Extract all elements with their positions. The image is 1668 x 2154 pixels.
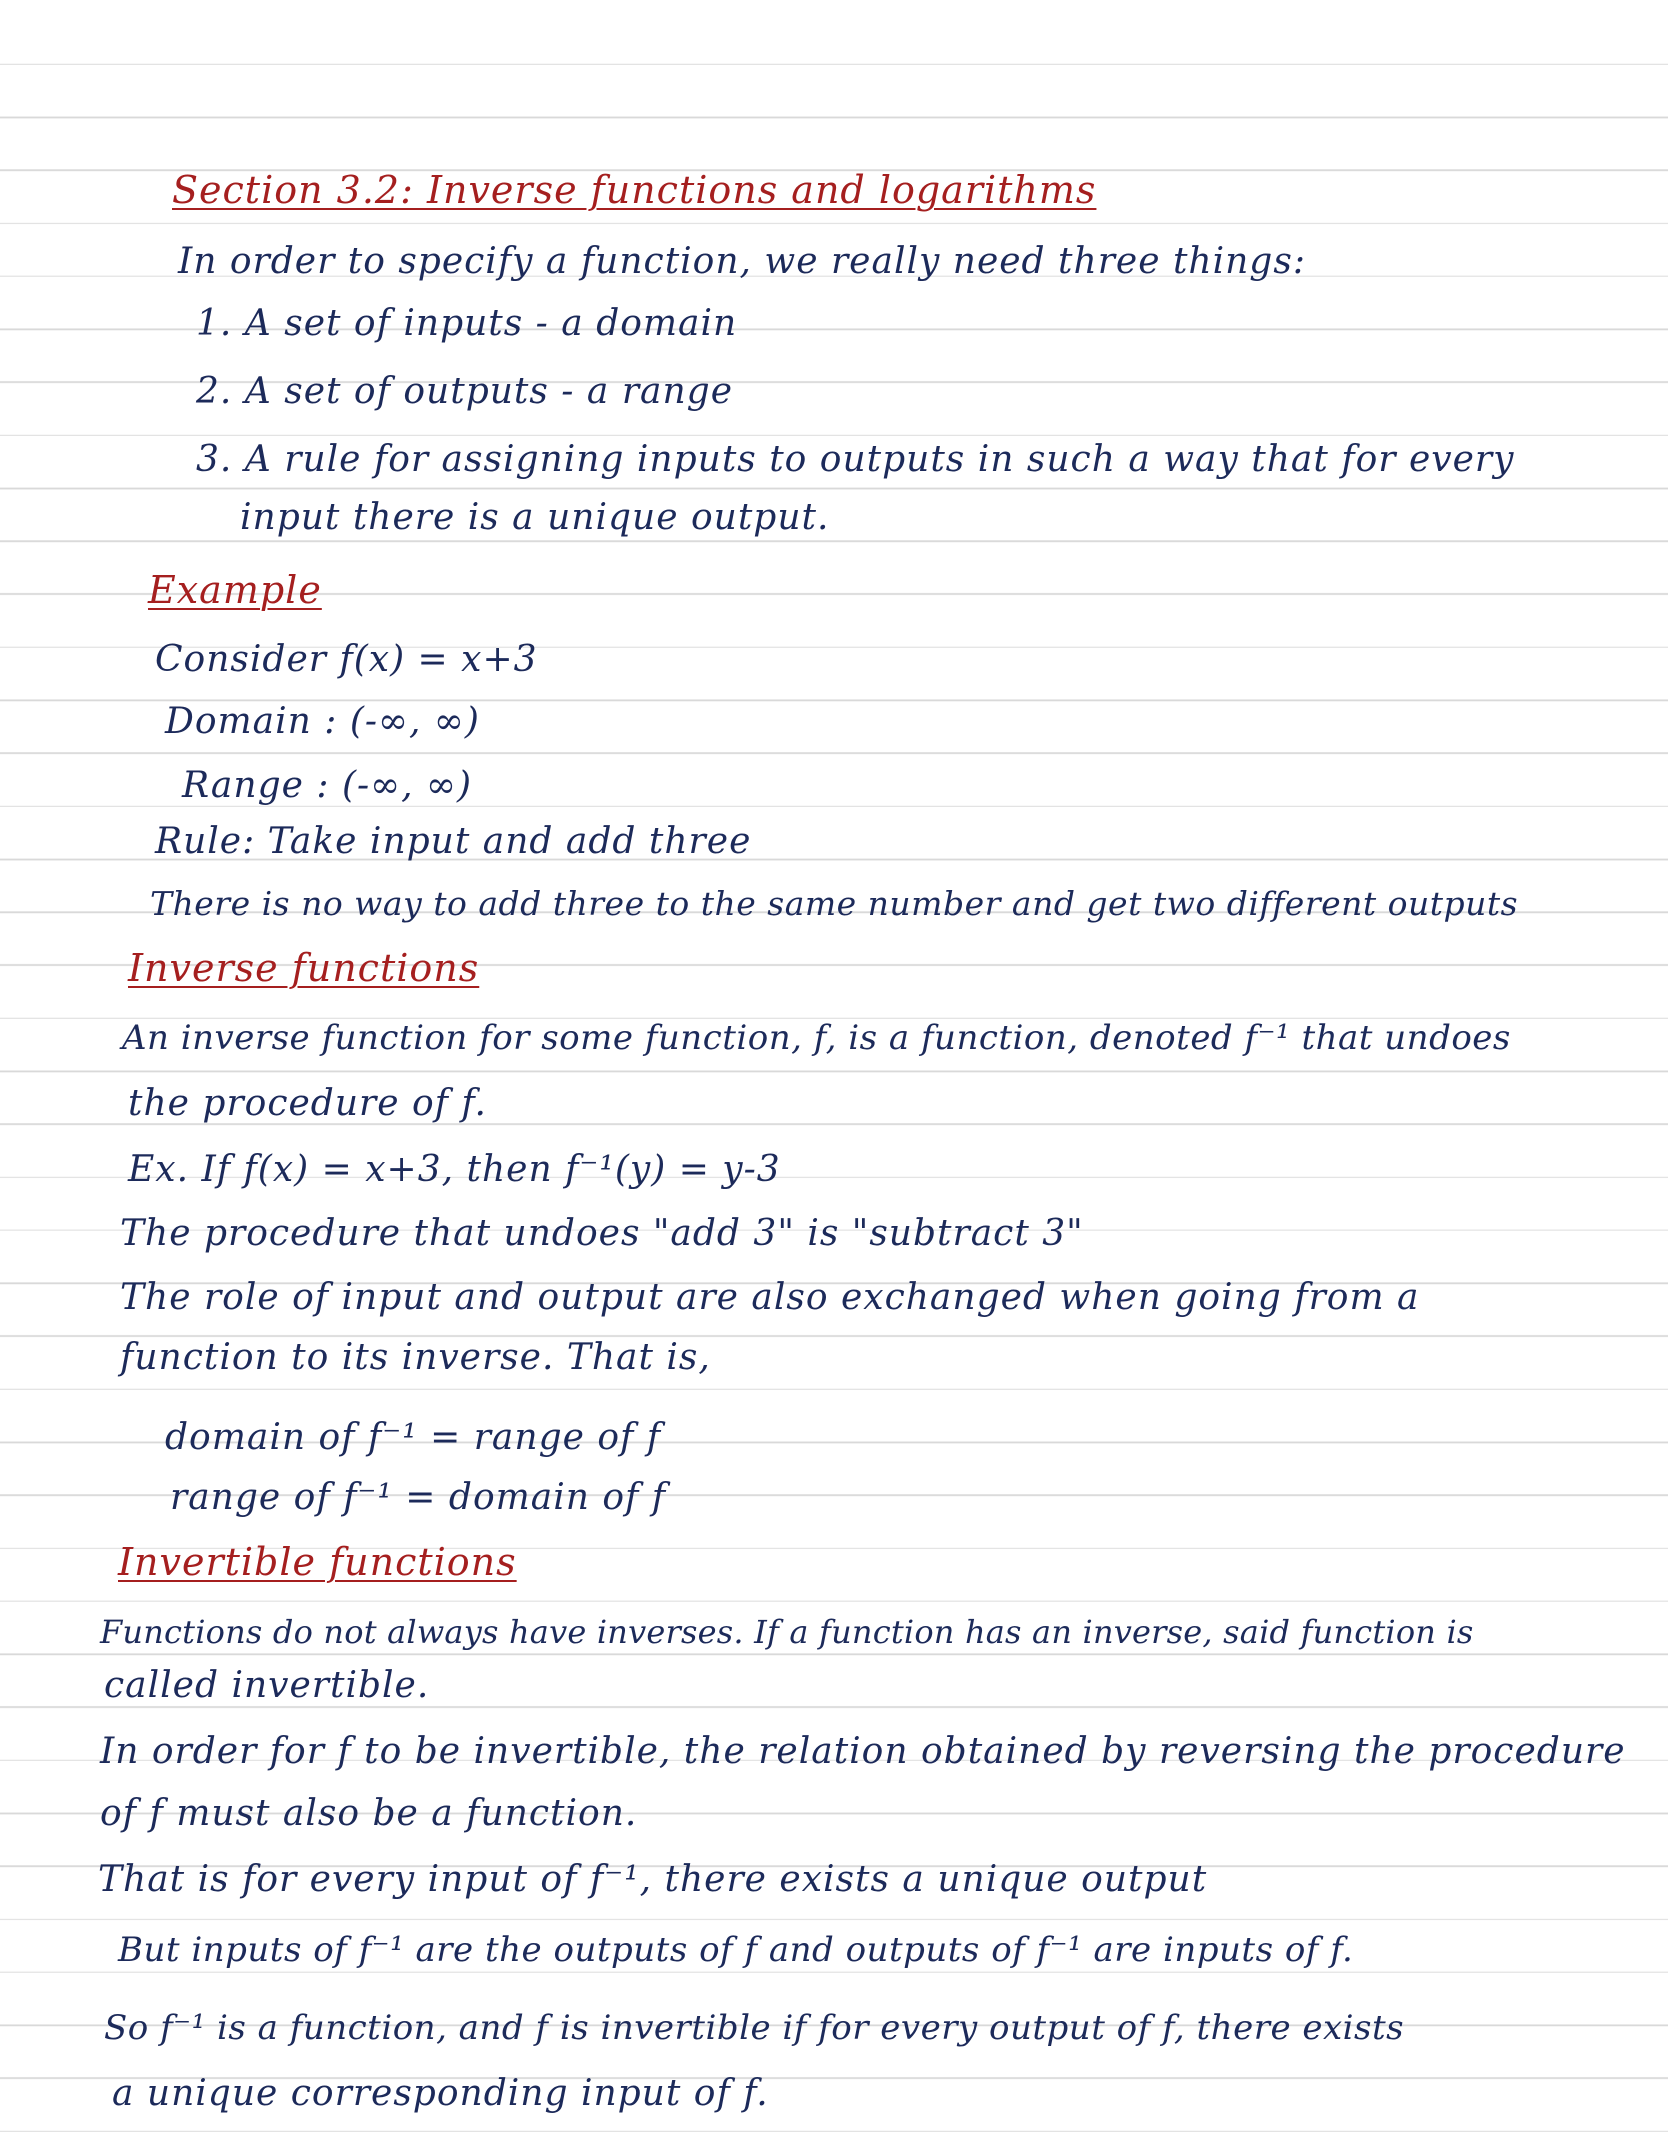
but-line: But inputs of f⁻¹ are the outputs of f and outputs of f⁻¹ are inputs of f. bbox=[118, 1930, 1354, 1970]
invertible-functions-heading: Invertible functions bbox=[118, 1540, 517, 1584]
inverse-functions-heading: Inverse functions bbox=[128, 946, 480, 990]
no-way-line: There is no way to add three to the same number and get two different outputs bbox=[150, 884, 1519, 923]
invertible-definition: Functions do not always have inverses. If a function has an inverse, said function is bbox=[100, 1613, 1474, 1651]
range-of-inverse: range of f⁻¹ = domain of f bbox=[170, 1477, 667, 1518]
order-line-continued: of f must also be a function. bbox=[100, 1793, 638, 1834]
procedure-line: The procedure that undoes "add 3" is "subtract 3" bbox=[120, 1213, 1084, 1254]
invertible-definition-continued: called invertible. bbox=[104, 1665, 430, 1706]
example-line: Ex. If f(x) = x+3, then f⁻¹(y) = y-3 bbox=[128, 1149, 781, 1190]
rule-line: Rule: Take input and add three bbox=[155, 821, 752, 862]
role-line: The role of input and output are also exchanged when going from a bbox=[120, 1277, 1420, 1318]
so-line-continued: a unique corresponding input of f. bbox=[112, 2073, 769, 2114]
domain-line: Domain : (-∞, ∞) bbox=[165, 701, 480, 742]
role-line-continued: function to its inverse. That is, bbox=[120, 1337, 711, 1378]
order-line: In order for f to be invertible, the relation obtained by reversing the procedure bbox=[100, 1731, 1626, 1772]
domain-of-inverse: domain of f⁻¹ = range of f bbox=[165, 1417, 662, 1458]
that-is-line: That is for every input of f⁻¹, there exists a unique output bbox=[98, 1859, 1208, 1900]
so-line: So f⁻¹ is a function, and f is invertible if for every output of f, there exists bbox=[104, 2008, 1405, 2048]
section-title: Section 3.2: Inverse functions and logarithms bbox=[172, 168, 1097, 212]
list-item-range: 2. A set of outputs - a range bbox=[196, 371, 734, 412]
list-item-domain: 1. A set of inputs - a domain bbox=[196, 303, 738, 344]
intro-line: In order to specify a function, we really need three things: bbox=[178, 241, 1306, 282]
example-heading: Example bbox=[148, 568, 322, 612]
inverse-definition-continued: the procedure of f. bbox=[128, 1083, 487, 1124]
inverse-definition: An inverse function for some function, f, is a function, denoted f⁻¹ that undoes bbox=[122, 1018, 1511, 1058]
list-item-rule: 3. A rule for assigning inputs to outputs in such a way that for every bbox=[196, 439, 1515, 480]
list-item-rule-continued: input there is a unique output. bbox=[240, 497, 830, 538]
consider-line: Consider f(x) = x+3 bbox=[155, 639, 538, 680]
range-line: Range : (-∞, ∞) bbox=[182, 765, 473, 806]
